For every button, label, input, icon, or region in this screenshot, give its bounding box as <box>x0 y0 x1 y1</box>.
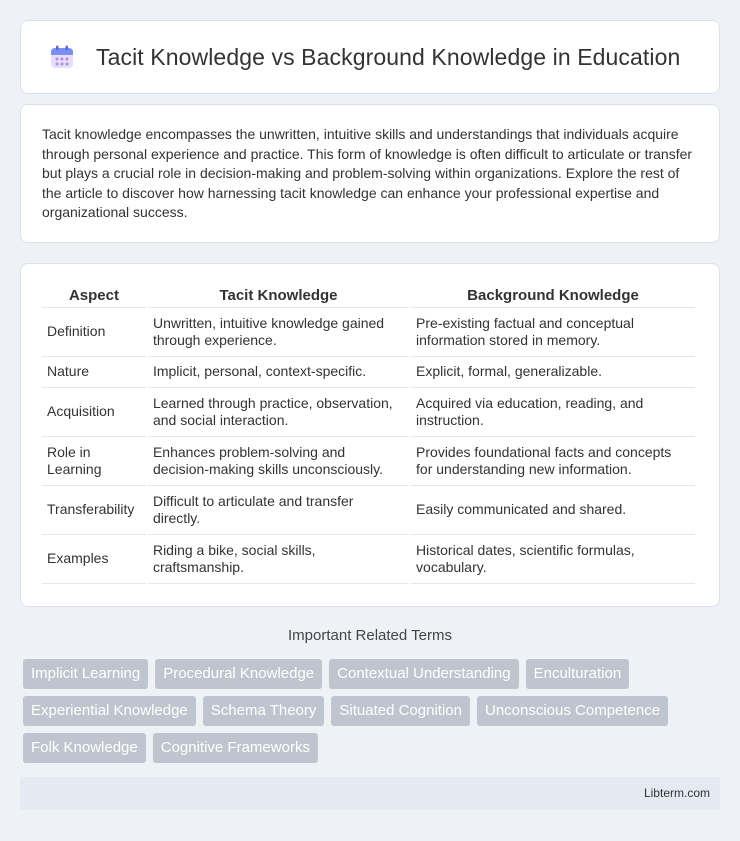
cell-aspect: Transferability <box>42 486 146 535</box>
footer <box>20 777 720 810</box>
cell-background: Easily communicated and shared. <box>411 486 695 535</box>
cell-tacit: Unwritten, intuitive knowledge gained through experience. <box>148 308 409 357</box>
tag-enculturation[interactable]: Enculturation <box>526 659 630 689</box>
footer-site-link[interactable]: Libterm.com <box>643 786 710 800</box>
cell-aspect: Role in Learning <box>42 437 146 486</box>
cell-tacit: Learned through practice, observation, and social interaction. <box>148 388 409 437</box>
table-row <box>42 535 695 584</box>
table-row <box>42 486 695 535</box>
header-tacit: Tacit Knowledge <box>148 284 409 308</box>
calendar-icon <box>48 43 76 71</box>
header-background: Background Knowledge <box>411 284 695 308</box>
cell-background: Explicit, formal, generalizable. <box>411 357 695 388</box>
table-row <box>42 388 695 437</box>
cell-tacit: Riding a bike, social skills, craftsmanship. <box>148 535 409 584</box>
cell-aspect: Acquisition <box>42 388 146 437</box>
tag-cognitive-frameworks[interactable]: Cognitive Frameworks <box>153 733 318 763</box>
comparison-table-card <box>20 263 720 607</box>
cell-tacit: Implicit, personal, context-specific. <box>148 357 409 388</box>
cell-aspect: Examples <box>42 535 146 584</box>
table-row <box>42 308 695 357</box>
tag-implicit-learning[interactable]: Implicit Learning <box>23 659 148 689</box>
tag-experiential-knowledge[interactable]: Experiential Knowledge <box>23 696 196 726</box>
table-header-row <box>42 284 695 308</box>
table-row <box>42 437 695 486</box>
tag-procedural-knowledge[interactable]: Procedural Knowledge <box>155 659 322 689</box>
cell-background: Acquired via education, reading, and instruction. <box>411 388 695 437</box>
related-terms <box>23 659 723 770</box>
cell-tacit: Enhances problem-solving and decision-making skills unconsciously. <box>148 437 409 486</box>
cell-background: Historical dates, scientific formulas, vocabulary. <box>411 535 695 584</box>
header-card <box>20 20 720 94</box>
tag-contextual-understanding[interactable]: Contextual Understanding <box>329 659 518 689</box>
page-title: Tacit Knowledge vs Background Knowledge in Education <box>96 43 681 70</box>
table-row <box>42 357 695 388</box>
tag-row <box>23 733 723 763</box>
tag-situated-cognition[interactable]: Situated Cognition <box>331 696 470 726</box>
tag-unconscious-competence[interactable]: Unconscious Competence <box>477 696 668 726</box>
tag-row <box>23 659 723 689</box>
header-aspect: Aspect <box>42 284 146 308</box>
tag-folk-knowledge[interactable]: Folk Knowledge <box>23 733 146 763</box>
cell-background: Provides foundational facts and concepts for understanding new information. <box>411 437 695 486</box>
related-terms-title: Important Related Terms <box>288 627 452 644</box>
tag-row <box>23 696 723 726</box>
tag-schema-theory[interactable]: Schema Theory <box>203 696 325 726</box>
cell-aspect: Nature <box>42 357 146 388</box>
comparison-table <box>40 284 697 584</box>
cell-tacit: Difficult to articulate and transfer directly. <box>148 486 409 535</box>
cell-background: Pre-existing factual and conceptual information stored in memory. <box>411 308 695 357</box>
cell-aspect: Definition <box>42 308 146 357</box>
intro-text: Tacit knowledge encompasses the unwritten, intuitive skills and understandings that individuals acquire through personal experience and practice. This form of knowledge is often difficult to articulate or transfer but plays a crucial role in decision-making and problem-solving within organizations. Explore the rest of the article to discover how harnessing tacit knowledge can enhance your professional expertise and organizational success. <box>42 126 693 220</box>
intro-card <box>20 104 720 243</box>
